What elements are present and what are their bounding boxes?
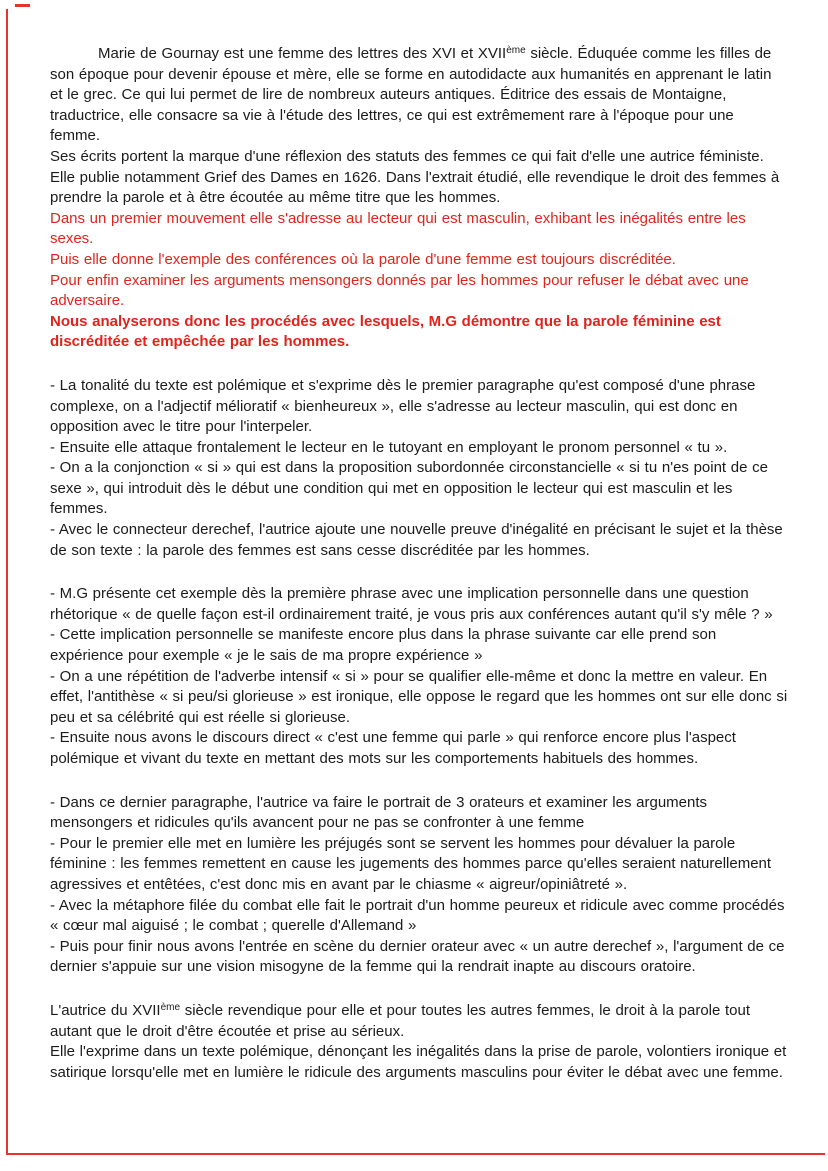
paragraph	[50, 44, 788, 147]
paragraph	[50, 312, 788, 353]
superscript-text: ème	[506, 45, 526, 56]
paragraph	[50, 793, 788, 834]
paragraph-text: - On a une répétition de l'adverbe intensif « si » pour se qualifier elle-même et donc la mettre en valeur. En effet, l'antithèse « si peu/si glorieuse » est ironique, elle oppose le regard que les hommes ont sur elle donc si peu et sa célébrité qui est réelle si glorieuse.	[50, 667, 788, 726]
paragraph-text: - Dans ce dernier paragraphe, l'autrice va faire le portrait de 3 orateurs et examiner les arguments mensongers et ridicules qu'ils avancent pour ne pas se confronter à une femme	[50, 793, 708, 832]
superscript-text: ème	[160, 1001, 181, 1013]
paragraph	[50, 937, 788, 978]
paragraph	[50, 834, 788, 896]
paragraph-text: - On a la conjonction « si » qui est dans la proposition subordonnée circonstancielle « si tu n'es point de ce sexe », qui introduit dès le début une condition qui met en opposition le lecteur qui est masculin et les femmes.	[50, 459, 768, 518]
paragraph-text: Pour enfin examiner les arguments mensongers donnés par les hommes pour refuser le débat avec une adversaire.	[50, 271, 749, 310]
paragraph	[50, 896, 788, 937]
paragraph-text: - Puis pour finir nous avons l'entrée en scène du dernier orateur avec « un autre derechef », l'argument de ce dernier s'appuie sur une vision misogyne de la femme qui la rendrait inapte au discours oratoire.	[50, 937, 785, 976]
paragraph-text: - M.G présente cet exemple dès la première phrase avec une implication personnelle dans une question rhétorique « de quelle façon est-il ordinairement traité, je vous pris aux conférences autant qu'il s'y mêle ? »	[50, 585, 773, 623]
paragraph-text: Elle l'exprime dans un texte polémique, dénonçant les inégalités dans la prise de parole, volontiers ironique et satirique lorsqu'elle met en lumière le ridicule des arguments masculins pour éviter le débat avec une femme.	[50, 1043, 787, 1081]
paragraph-text: Ses écrits portent la marque d'une réflexion des statuts des femmes ce qui fait d'elle une autrice féministe. Elle publie notamment Grief des Dames en 1626. Dans l'extrait étudié, elle revendique le droit des femmes à prendre la parole et à être écoutée au même titre que les hommes.	[50, 147, 780, 207]
paragraph-text: Marie de Gournay est une femme des lettres des XVI et XVII	[98, 45, 507, 62]
paragraph	[50, 520, 788, 561]
paragraph-text: - La tonalité du texte est polémique et s'exprime dès le premier paragraphe qu'est composé d'une phrase complexe, on a l'adjectif mélioratif « bienheureux », elle s'adresse au lecteur masculin, qui est donc en opposition avec le titre pour l'interpeler.	[50, 376, 756, 436]
paragraph-text: - Ensuite nous avons le discours direct « c'est une femme qui parle » qui renforce encore plus l'aspect polémique et vivant du texte en mettant des mots sur les comportements habituels des hommes.	[50, 729, 736, 767]
paragraph	[50, 625, 788, 666]
red-margin-bottom-line	[6, 1153, 825, 1155]
paragraph-text: - Avec la métaphore filée du combat elle fait le portrait d'un homme peureux et ridicule avec comme procédés « cœur mal aiguisé ; le combat ; querelle d'Allemand »	[50, 896, 785, 935]
paragraph-text: Puis elle donne l'exemple des conférences où la parole d'une femme est toujours discréditée.	[50, 250, 676, 268]
paragraph-text: Nous analyserons donc les procédés avec lesquels, M.G démontre que la parole féminine est discréditée et empêchée par les hommes.	[50, 312, 721, 351]
paragraph	[50, 1001, 788, 1042]
paragraph	[50, 458, 788, 520]
paragraph	[50, 667, 788, 729]
paragraph	[50, 584, 788, 625]
paragraph-text: - Avec le connecteur derechef, l'autrice ajoute une nouvelle preuve d'inégalité en précisant le sujet et la thèse de son texte : la parole des femmes est sans cesse discréditée par les hommes.	[50, 521, 783, 559]
paragraph	[50, 209, 788, 250]
paragraph-text: - Pour le premier elle met en lumière les préjugés sont se servent les hommes pour dévaluer la parole féminine : les femmes remettent en cause les jugements des hommes parce qu'elles seraient naturellement agressives et entêtées, c'est donc mis en avant par le chiasme « aigreur/opiniâtreté ».	[50, 834, 772, 893]
paragraph-text: L'autrice du XVII	[50, 1001, 161, 1019]
paragraph-text: - Cette implication personnelle se manifeste encore plus dans la phrase suivante car elle prend son expérience pour exemple « je le sais de ma propre expérience »	[50, 626, 717, 665]
paragraph-text: - Ensuite elle attaque frontalement le lecteur en le tutoyant en employant le pronom personnel « tu ».	[50, 438, 728, 456]
paragraph	[50, 728, 788, 769]
paragraph	[50, 147, 788, 209]
paragraph-text: siècle. Éduquée comme les filles de son époque pour devenir épouse et mère, elle se forme en autodidacte aux humanités en apprenant le latin et le grec. Ce qui lui permet de lire de nombreux auteurs antiques. Éditrice des essais de Montaigne, traductrice, elle consacre sa vie à l'étude des lettres, ce qui est extrêmement rare à l'époque pour une femme.	[50, 45, 772, 145]
paragraph	[50, 250, 788, 271]
paragraph	[50, 271, 788, 312]
paragraph	[50, 1042, 788, 1083]
paragraph	[50, 438, 788, 459]
paragraph	[50, 376, 788, 438]
paragraph-text: Dans un premier mouvement elle s'adresse au lecteur qui est masculin, exhibant les inégalités entre les sexes.	[50, 209, 746, 248]
paragraph-text: siècle revendique pour elle et pour toutes les autres femmes, le droit à la parole tout autant que le droit d'être écoutée et prise au sérieux.	[50, 1001, 751, 1040]
